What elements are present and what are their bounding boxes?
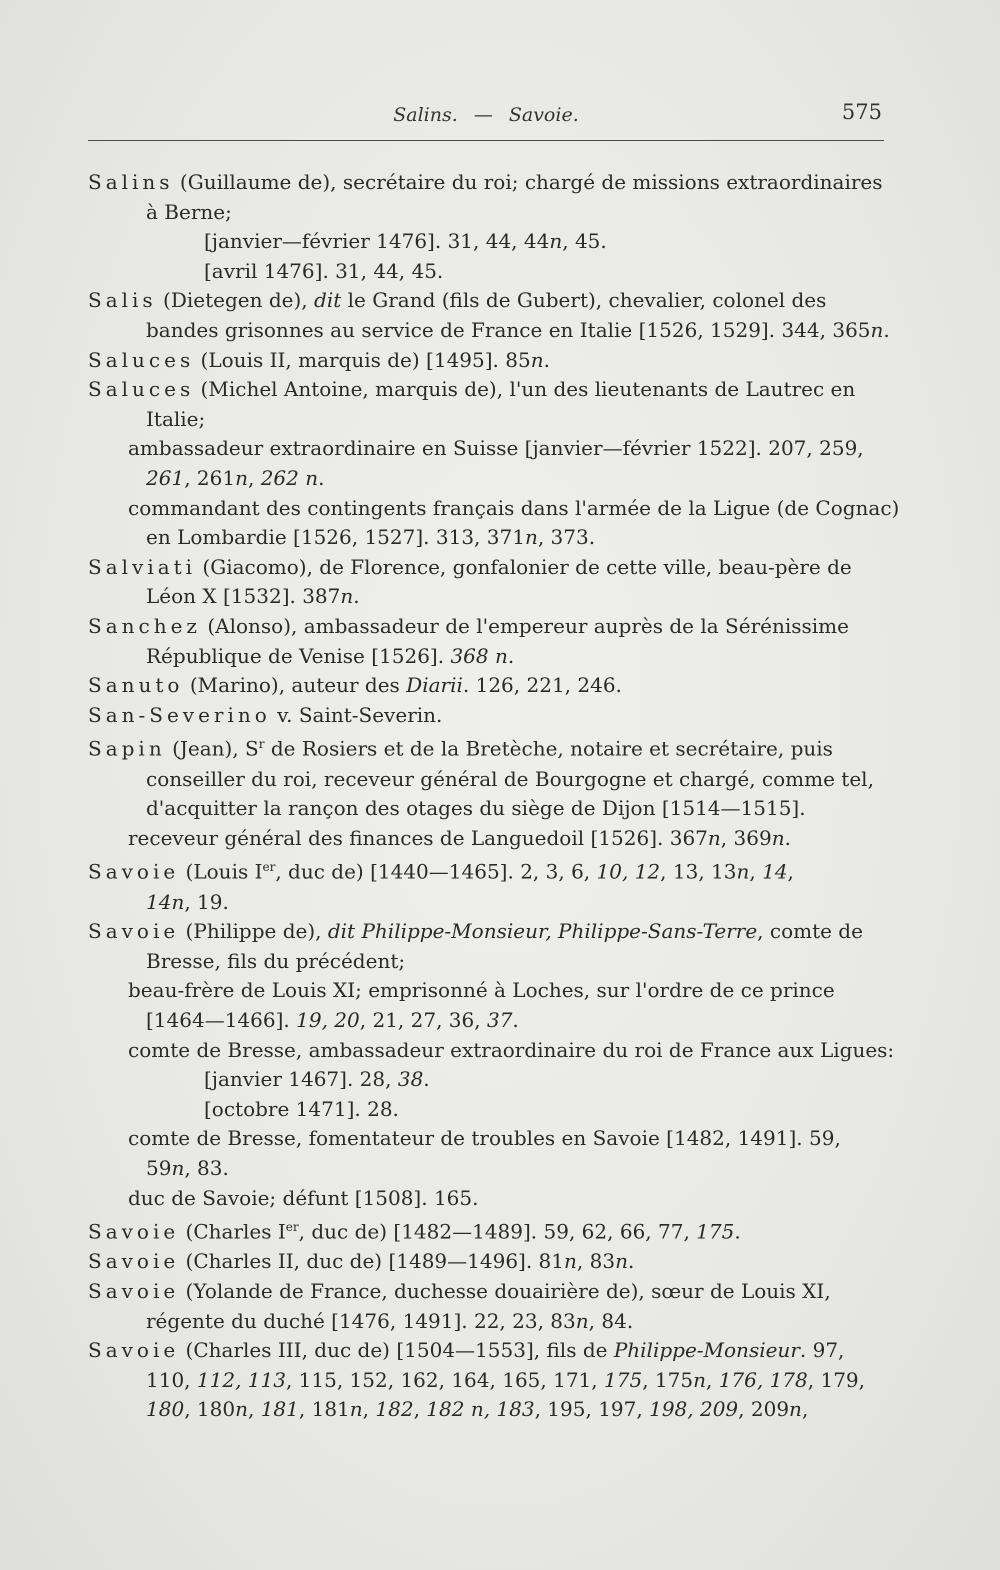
index-line — [88, 1184, 890, 1214]
entry-text: duc de Savoie; défunt [1508]. 165. — [128, 1185, 479, 1210]
page-number: 575 — [841, 100, 882, 124]
index-line — [88, 853, 890, 887]
index-line — [88, 434, 890, 464]
entry-text: er — [285, 1220, 299, 1235]
index-line — [88, 1247, 890, 1277]
italic-reference: dit Philippe-Monsieur, Philippe-Sans-Terre — [327, 919, 758, 944]
italic-reference: n — [524, 525, 538, 550]
italic-reference: n — [530, 347, 544, 372]
italic-reference: n — [564, 1249, 577, 1274]
entry-text: , — [705, 1367, 719, 1392]
entry-text: [janvier—février 1476]. 31, 44, 44 — [204, 229, 550, 254]
entry-text: , comte de — [757, 919, 863, 944]
running-title-separator: — — [473, 104, 493, 126]
italic-reference: n — [340, 584, 354, 609]
italic-reference: n — [171, 1155, 185, 1180]
index-line — [88, 168, 890, 198]
entry-text: , 179, — [807, 1367, 865, 1392]
index-line — [88, 701, 890, 731]
entry-text: , — [801, 1397, 809, 1422]
entry-text: . — [318, 465, 325, 490]
index-line — [88, 1307, 890, 1337]
entry-text: Italie; — [146, 406, 206, 431]
entry-text: , — [362, 1397, 376, 1422]
index-line — [88, 794, 890, 824]
italic-reference: 181 — [260, 1397, 299, 1422]
running-title-second: Savoie. — [508, 104, 579, 126]
italic-reference: n — [870, 317, 884, 342]
entry-text: 110, — [146, 1367, 197, 1392]
index-line — [88, 523, 890, 553]
entry-text: en Lombardie [1526, 1527]. 313, 371 — [146, 525, 525, 550]
index-line — [88, 642, 890, 672]
entry-text: er — [262, 860, 276, 875]
index-line — [88, 1277, 890, 1307]
index-line — [88, 227, 890, 257]
entry-text: . 126, 221, 246. — [462, 673, 622, 698]
entry-text: , duc de) [1482—1489]. 59, 62, 66, 77, — [298, 1219, 697, 1244]
entry-text: conseiller du roi, receveur général de Bourgogne et chargé, comme tel, — [146, 766, 874, 791]
entry-text: (Alonso), ambassadeur de l'empereur auprès de la Sérénissime — [200, 613, 849, 638]
entry-text: (Louis II, marquis de) [1495]. 85 — [194, 347, 531, 372]
index-line — [88, 612, 890, 642]
entry-text: receveur général des finances de Languedoil [1526]. 367 — [128, 825, 708, 850]
entry-name: Saluces — [88, 347, 195, 372]
italic-reference: n — [736, 859, 750, 884]
entry-text: , 209 — [738, 1397, 790, 1422]
index-line — [88, 1065, 890, 1095]
entry-text: (Charles II, duc de) [1489—1496]. 81 — [179, 1249, 565, 1274]
entry-text: , 180 — [184, 1397, 236, 1422]
entry-text: [avril 1476]. 31, 44, 45. — [204, 258, 444, 283]
entry-text: . — [784, 825, 791, 850]
italic-reference: 14 — [146, 889, 172, 914]
index-line — [88, 1154, 890, 1184]
index-line — [88, 1006, 890, 1036]
entry-text: , 373. — [537, 525, 596, 550]
index-line — [88, 286, 890, 316]
entry-text: (Dietegen de), — [156, 288, 315, 313]
entry-text: (Charles I — [179, 1219, 286, 1244]
italic-reference: 182 n, 183 — [426, 1397, 535, 1422]
italic-reference: n — [349, 1397, 363, 1422]
italic-reference: n — [575, 1308, 589, 1333]
entry-name: Sapin — [88, 736, 166, 761]
italic-reference: 180 — [146, 1397, 185, 1422]
entry-name: Sanuto — [88, 673, 184, 698]
entry-text: . 97, — [799, 1338, 845, 1363]
entry-text: , 84. — [588, 1308, 634, 1333]
italic-reference: dit — [314, 288, 342, 313]
index-line — [88, 1395, 890, 1425]
entry-text: , 369 — [720, 825, 772, 850]
entry-name: San-Severino — [88, 702, 271, 727]
entry-text: le Grand (fils de Gubert), chevalier, colonel des — [341, 288, 827, 313]
entry-text: , 195, 197, — [534, 1397, 650, 1422]
index-line — [88, 405, 890, 435]
index-line — [88, 1036, 895, 1066]
entry-text: , 261 — [184, 465, 236, 490]
italic-reference: 14 — [762, 859, 788, 884]
entry-text: d'acquitter la rançon des otages du siège de Dijon [1514—1515]. — [146, 796, 806, 821]
index-line — [88, 917, 890, 947]
italic-reference: 38 — [397, 1067, 424, 1092]
index-line — [88, 765, 890, 795]
index-line — [88, 1124, 890, 1154]
entry-text: . — [627, 1249, 635, 1274]
entry-name: Savoie — [88, 1219, 180, 1244]
entry-name: Savoie — [88, 919, 180, 944]
entry-text: Bresse, fils du précédent; — [146, 948, 406, 973]
entry-text: . — [423, 1067, 430, 1092]
entry-text: , — [787, 859, 794, 884]
italic-reference: 175 — [696, 1219, 735, 1244]
entry-text: 59 — [146, 1155, 172, 1180]
entry-text: , 115, 152, 162, 164, 165, 171, — [285, 1367, 604, 1392]
entry-text: beau-frère de Louis XI; emprisonné à Loches, sur l'ordre de ce prince — [128, 978, 835, 1003]
entry-text: . — [543, 347, 550, 372]
index-line — [88, 198, 890, 228]
italic-reference: 368 n — [450, 643, 508, 668]
entry-text: , 181 — [298, 1397, 350, 1422]
index-line — [88, 582, 890, 612]
italic-reference: n — [707, 825, 721, 850]
entry-text: , — [247, 1397, 261, 1422]
entry-text: régente du duché [1476, 1491]. 22, 23, 83 — [146, 1308, 576, 1333]
italic-reference: n — [171, 889, 185, 914]
entry-text: bandes grisonnes au service de France en Italie [1526, 1529]. 344, 365 — [146, 317, 871, 342]
entry-name: Sanchez — [88, 613, 201, 638]
entry-text: r — [258, 737, 265, 752]
entry-name: Savoie — [88, 1278, 180, 1303]
entry-text: (Yolande de France, duchesse douairière de), sœur de Louis XI, — [179, 1278, 831, 1303]
entry-text: (Louis I — [179, 859, 263, 884]
entry-name: Saluces — [88, 377, 195, 402]
italic-reference: 182 — [375, 1397, 414, 1422]
entry-text: , — [749, 859, 763, 884]
italic-reference: 175 — [604, 1367, 643, 1392]
index-line — [88, 316, 890, 346]
entry-text: . — [512, 1007, 519, 1032]
entry-name: Salviati — [88, 554, 197, 579]
entry-text: , 83 — [576, 1249, 616, 1274]
entry-text: Léon X [1532]. 387 — [146, 584, 341, 609]
index-line — [88, 730, 890, 764]
italic-reference: 261 — [146, 465, 185, 490]
entry-text: . — [734, 1219, 741, 1244]
entry-text: (Philippe de), — [179, 919, 328, 944]
index-line — [88, 1213, 890, 1247]
index-line — [88, 1336, 890, 1366]
entry-text: , 175 — [642, 1367, 694, 1392]
italic-reference: n — [789, 1397, 802, 1422]
entry-text: , — [247, 465, 261, 490]
entry-text: , — [413, 1397, 427, 1422]
italic-reference: n — [693, 1367, 706, 1392]
entry-text: , 45. — [562, 229, 607, 254]
index-line — [88, 257, 890, 287]
entry-text: , 13, 13 — [660, 859, 737, 884]
entry-text: (Guillaume de), secrétaire du roi; chargé de missions extraordinaires — [173, 170, 883, 194]
italic-reference: n — [771, 825, 785, 850]
entry-text: , 21, 27, 36, — [359, 1007, 487, 1032]
entry-text: de Rosiers et de la Bretèche, notaire et secrétaire, puis — [264, 736, 833, 761]
entry-text: comte de Bresse, fomentateur de troubles en Savoie [1482, 1491]. 59, — [128, 1126, 841, 1151]
entry-text: . — [353, 584, 360, 609]
entry-text: [octobre 1471]. 28. — [204, 1096, 399, 1121]
entry-text: ambassadeur extraordinaire en Suisse [janvier—février 1522]. 207, 259, — [128, 436, 864, 461]
entry-text: (Michel Antoine, marquis de), l'un des lieutenants de Lautrec en — [194, 377, 856, 402]
entry-text: [1464—1466]. — [146, 1007, 297, 1032]
entry-name: Savoie — [88, 1249, 180, 1274]
index-line — [88, 671, 890, 701]
running-header — [88, 96, 884, 141]
running-title-first: Salins. — [393, 104, 458, 126]
index-line — [88, 346, 890, 376]
italic-reference: n — [615, 1249, 628, 1274]
entry-name: Savoie — [88, 1338, 180, 1363]
italic-reference: 176, 178 — [718, 1367, 808, 1392]
index-line — [88, 375, 890, 405]
index-line — [88, 947, 890, 977]
index-line — [88, 1095, 890, 1125]
entry-text: (Charles III, duc de) [1504—1553], fils de — [179, 1338, 614, 1363]
italic-reference: 112, 113 — [196, 1367, 286, 1392]
italic-reference: 19, 20 — [296, 1007, 360, 1032]
index-line — [88, 464, 890, 494]
italic-reference: Philippe-Monsieur — [613, 1338, 800, 1363]
entry-text: . — [507, 643, 515, 668]
entry-text: République de Venise [1526]. — [146, 643, 451, 668]
running-title — [88, 104, 884, 126]
italic-reference: Diarii — [406, 673, 463, 698]
italic-reference: 10, 12 — [596, 859, 661, 884]
italic-reference: n — [235, 1397, 248, 1422]
italic-reference: 37 — [486, 1007, 513, 1032]
entry-text: , 83. — [184, 1155, 229, 1180]
index-line — [88, 553, 890, 583]
entry-text: (Marino), auteur des — [183, 673, 407, 698]
entry-name: Salis — [88, 288, 157, 313]
index-line — [88, 976, 890, 1006]
entry-name: Savoie — [88, 859, 180, 884]
index-line — [88, 494, 900, 524]
entry-text: (Giacomo), de Florence, gonfalonier de cette ville, beau-père de — [196, 554, 852, 579]
italic-reference: 262 n — [260, 465, 319, 490]
entry-text: . — [883, 317, 890, 342]
index-line — [88, 1366, 890, 1396]
entry-text: v. Saint-Severin. — [270, 702, 443, 727]
index-line — [88, 888, 890, 918]
entry-text: (Jean), S — [165, 736, 259, 761]
index-line — [88, 824, 890, 854]
italic-reference: 198, 209 — [649, 1397, 739, 1422]
entry-text: , 19. — [184, 889, 229, 914]
entry-text: à Berne; — [146, 199, 232, 224]
entry-text: comte de Bresse, ambassadeur extraordinaire du roi de France aux Ligues: — [128, 1037, 895, 1062]
entry-text: [janvier 1467]. 28, — [204, 1067, 398, 1092]
index-entries — [88, 168, 900, 1425]
entry-text: commandant des contingents français dans l'armée de la Ligue (de Cognac) — [128, 495, 900, 520]
entry-text: , duc de) [1440—1465]. 2, 3, 6, — [275, 859, 597, 884]
entry-name: Salins — [88, 170, 174, 194]
italic-reference: n — [235, 465, 248, 490]
italic-reference: n — [549, 229, 563, 254]
